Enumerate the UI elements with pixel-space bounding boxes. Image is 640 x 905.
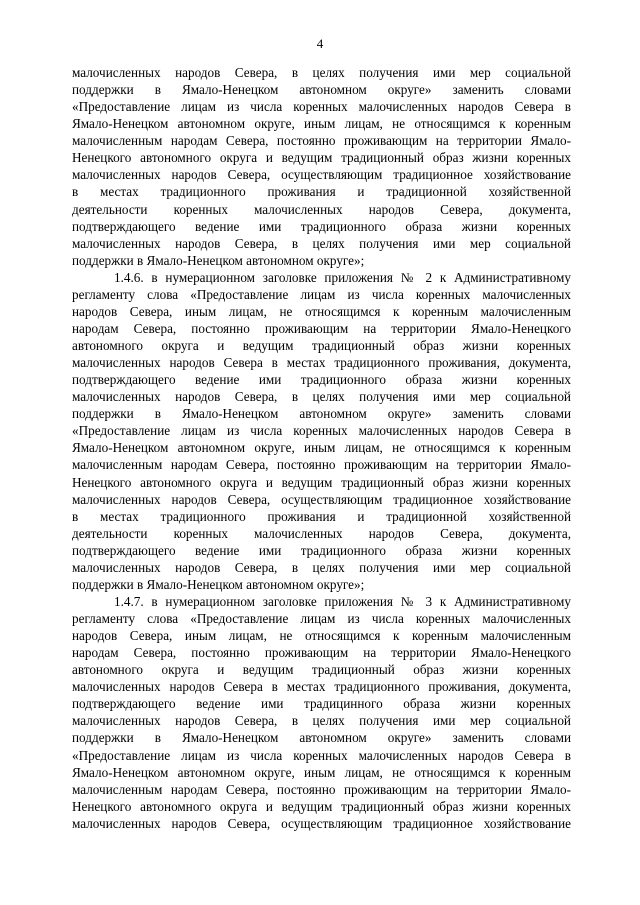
text-line: малочисленных народов Севера, в целях получения ими мер социальной xyxy=(72,65,571,80)
text-line: Ямало-Ненецком автономном округе, иным лицам, не относящимся к коренным xyxy=(72,116,571,132)
text-line: народам Севера, постоянно проживающим на территории Ямало-Ненецкого xyxy=(72,320,571,336)
paragraph-first-line: 1.4.7. в нумерационном заголовке приложения № 3 к Административному xyxy=(114,593,571,609)
text-line: малочисленных народов Севера в местах традиционного проживания, документа, xyxy=(72,355,571,371)
text-line: народов Севера, иным лицам, не относящимся к коренным малочисленным xyxy=(72,303,571,319)
text-line: малочисленных народов Севера, осуществляющим традиционное хозяйствование xyxy=(72,167,571,183)
text-line: малочисленных народов Севера, осуществляющим традиционное хозяйствование xyxy=(72,491,571,507)
text-line: Ямало-Ненецком автономном округе, иным лицам, не относящимся к коренным xyxy=(72,440,571,456)
text-line: «Предоставление лицам из числа коренных малочисленных народов Севера в xyxy=(72,99,571,115)
text-line: деятельности коренных малочисленных народов Севера, документа, xyxy=(72,201,571,217)
text-line: поддержки в Ямало-Ненецком автономном округе» заменить словами xyxy=(72,406,571,422)
text-line: подтверждающего ведение ими традицинного образа жизни коренных xyxy=(72,696,571,712)
text-line: народов Севера, иным лицам, не относящимся к коренным малочисленным xyxy=(72,628,571,644)
text-line: «Предоставление лицам из числа коренных малочисленных народов Севера в xyxy=(72,423,571,439)
paragraph-first-line: 1.4.6. в нумерационном заголовке приложения № 2 к Административному xyxy=(114,269,571,285)
text-line: автономного округа и ведущим традиционный образ жизни коренных xyxy=(72,662,571,678)
text-line: малочисленных народов Севера, в целях получения ими мер социальной xyxy=(72,235,571,251)
text-line: поддержки в Ямало-Ненецком автономном округе»; xyxy=(72,252,365,268)
text-line: подтверждающего ведение ими традиционного образа жизни коренных xyxy=(72,372,571,388)
text-line: автономного округа и ведущим традиционный образ жизни коренных xyxy=(72,338,571,353)
text-line: деятельности коренных малочисленных народов Севера, документа, xyxy=(72,525,571,541)
text-line: подтверждающего ведение ими традиционного образа жизни коренных xyxy=(72,218,571,234)
document-body xyxy=(72,64,571,832)
page-number: 4 xyxy=(316,36,324,51)
text-line: малочисленных народов Севера, в целях получения ими мер социальной xyxy=(72,559,571,575)
text-line: «Предоставление лицам из числа коренных малочисленных народов Севера в xyxy=(72,747,571,763)
text-line: малочисленных народов Севера, в целях получения ими мер социальной xyxy=(72,713,571,729)
text-line: регламенту слова «Предоставление лицам из числа коренных малочисленных xyxy=(72,286,571,302)
text-line: малочисленным народам Севера, постоянно проживающим на территории Ямало- xyxy=(72,781,571,797)
text-line: малочисленных народов Севера, осуществляющим традиционное хозяйствование xyxy=(72,815,571,831)
text-line: поддержки в Ямало-Ненецком автономном округе» заменить словами xyxy=(72,730,571,746)
text-line: малочисленным народам Севера, постоянно проживающим на территории Ямало- xyxy=(72,457,571,473)
text-line: Ямало-Ненецком автономном округе, иным лицам, не относящимся к коренным xyxy=(72,764,571,780)
text-line: народам Севера, постоянно проживающим на территории Ямало-Ненецкого xyxy=(72,645,571,661)
text-line: регламенту слова «Предоставление лицам из числа коренных малочисленных xyxy=(72,611,571,626)
text-line: Ненецкого автономного округа и ведущим традиционный образ жизни коренных xyxy=(72,150,571,166)
text-line: Ненецкого автономного округа и ведущим традиционный образ жизни коренных xyxy=(72,798,571,814)
text-line: малочисленных народов Севера, в целях получения ими мер социальной xyxy=(72,389,571,405)
text-line: малочисленных народов Севера в местах традиционного проживания, документа, xyxy=(72,679,571,695)
text-line: поддержки в Ямало-Ненецком автономном округе» заменить словами xyxy=(72,82,571,98)
text-line: в местах традиционного проживания и традиционной хозяйственной xyxy=(72,508,571,524)
text-line: подтверждающего ведение ими традиционного образа жизни коренных xyxy=(72,542,571,558)
text-line: Ненецкого автономного округа и ведущим традиционный образ жизни коренных xyxy=(72,474,571,490)
text-line: поддержки в Ямало-Ненецком автономном округе»; xyxy=(72,576,365,592)
text-line: малочисленным народам Севера, постоянно проживающим на территории Ямало- xyxy=(72,133,571,149)
text-line: в местах традиционного проживания и традиционной хозяйственной xyxy=(72,184,571,200)
